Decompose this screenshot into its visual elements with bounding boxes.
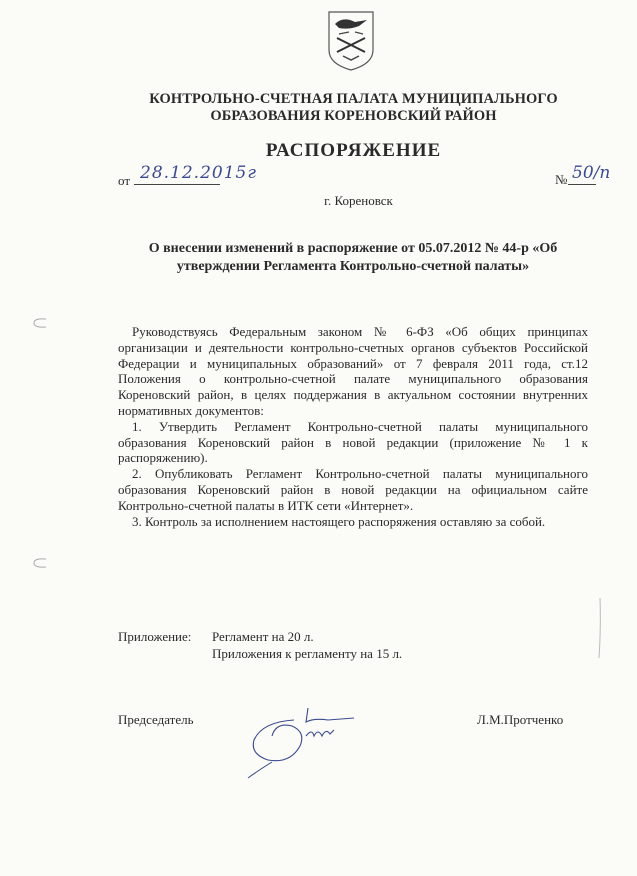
coat-of-arms-emblem [325,10,377,72]
subject-line-1: О внесении изменений в распоряжение от 05.07.2012 № 44-р «Об [148,241,558,256]
signer-name: Л.М.Протченко [477,712,564,727]
document-subject [118,240,588,276]
body-intro: Руководствуясь Федеральным законом № 6-ФЗ «Об общих принципах организации и деятельности контрольно-счетных органов субъектов Российской Федерации и муниципальных образований» от 7 февраля 2011 года, ст.12 Положения о контрольно-счетной палате муниципального образования Кореновский район, в целях поддержания в актуальном состоянии внутренних нормативных документов: [118,324,588,418]
date-underline [134,184,220,185]
date-handwritten: 28.12.2015г [140,163,257,183]
document-type [0,140,637,162]
document-body [118,324,588,529]
paper-fold-mark [598,598,602,658]
signer-title: Председатель [118,712,194,727]
appendix-item-2: Приложения к регламенту на 15 л. [212,646,403,661]
body-item-3: 3. Контроль за исполнением настоящего распоряжения оставляю за собой. [132,513,546,529]
number-prefix: № [555,172,568,187]
number-handwritten: 50/п [572,163,611,183]
organization-name [0,91,637,125]
subject-line-2: утверждении Регламента Контрольно-счетной палаты» [176,259,530,274]
date-prefix: от [118,173,131,188]
handwritten-signature [242,692,362,782]
city [0,193,637,209]
document-type-text: РАСПОРЯЖЕНИЕ [265,140,442,161]
body-item-2: 2. Опубликовать Регламент Контрольно-счетной палаты муниципального образования Кореновский район в новой редакции на официальном сайте Контрольно-счетной палаты в ИТК сети «Интернет». [118,466,588,513]
org-line-2: ОБРАЗОВАНИЯ КОРЕНОВСКИЙ РАЙОН [210,108,497,124]
org-line-1: КОНТРОЛЬНО-СЧЕТНАЯ ПАЛАТА МУНИЦИПАЛЬНОГО [149,91,558,107]
appendix-label: Приложение: [118,629,192,644]
punch-hole-mark [30,316,50,330]
body-item-1: 1. Утвердить Регламент Контрольно-счетной палаты муниципального образования Кореновский район в новой редакции (приложение № 1 к распоряжению). [118,418,588,466]
appendix-item-1: Регламент на 20 л. [212,629,314,644]
punch-hole-mark [30,556,50,570]
city-text: г. Кореновск [324,193,393,208]
number-underline [568,184,596,185]
